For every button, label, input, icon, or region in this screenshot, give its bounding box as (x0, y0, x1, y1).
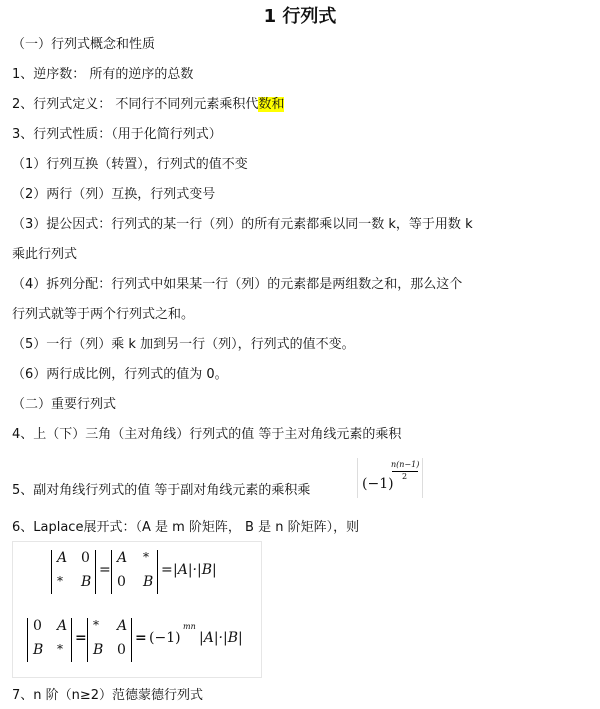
matrix-cell: 0 (117, 574, 126, 590)
property-item-3: （3）提公因式：行列式的某一行（列）的所有元素都乘以同一数 k，等于用数 k (12, 217, 473, 232)
text-line-vandermonde: 7、n 阶（n≥2）范德蒙德行列式 (12, 688, 204, 703)
determinant-product: |A|·|B| (173, 562, 217, 578)
text-line-inversion-number: 1、逆序数： 所有的逆序的总数 (12, 67, 194, 82)
text-line-laplace: 6、Laplace展开式：（A 是 m 阶矩阵， B 是 n 阶矩阵），则 (12, 520, 360, 535)
sign-exp-denominator: 2 (402, 472, 408, 481)
equals-sign: = (161, 562, 173, 578)
equals-sign: = (135, 630, 147, 646)
definition-text: 2、行列式定义： 不同行不同列元素乘积代 (12, 97, 259, 112)
matrix-cell: A (57, 550, 68, 566)
sign-formula (357, 458, 423, 498)
laplace-row-1 (13, 542, 261, 608)
section-heading-important: （二）重要行列式 (12, 397, 117, 412)
matrix-cell: * (93, 618, 99, 632)
property-item-5: （5）一行（列）乘 k 加到另一行（列），行列式的值不变。 (12, 337, 355, 352)
laplace-row-2 (13, 610, 261, 676)
matrix-cell: * (57, 574, 63, 588)
matrix-cell: B (33, 642, 44, 658)
matrix-cell: 0 (81, 550, 90, 566)
page-title: 1 行列式 (263, 6, 337, 27)
matrix-cell: * (143, 550, 149, 564)
property-item-4: （4）拆列分配：行列式中如果某一行（列）的元素都是两组数之和，那么这个 (12, 277, 463, 292)
property-item-6: （6）两行成比例，行列式的值为 0。 (12, 367, 228, 382)
property-item-1: （1）行列互换（转置），行列式的值不变 (12, 157, 248, 172)
equals-sign: = (99, 562, 111, 578)
matrix-cell: A (117, 618, 128, 634)
sign-base: (−1) (362, 476, 394, 492)
matrix-cell: 0 (117, 642, 126, 658)
laplace-formula-box (12, 541, 262, 678)
property-item-3-continued: 乘此行列式 (12, 247, 78, 262)
matrix-cell: A (117, 550, 128, 566)
highlighted-text: 数和 (258, 97, 285, 112)
matrix-cell: B (81, 574, 92, 590)
sign-exponent: mn (183, 622, 196, 631)
matrix-cell: B (93, 642, 104, 658)
section-heading-concepts: （一）行列式概念和性质 (12, 37, 156, 52)
sign-base: (−1) (149, 630, 181, 646)
sign-exp-numerator: n(n−1) (391, 460, 420, 469)
determinant-product: |A|·|B| (199, 630, 243, 646)
text-line-anti-diagonal: 5、副对角线行列式的值 等于副对角线元素的乘积乘 (12, 483, 311, 498)
property-item-2: （2）两行（列）互换，行列式变号 (12, 187, 216, 202)
matrix-cell: * (57, 642, 63, 656)
matrix-cell: A (57, 618, 68, 634)
text-line-properties: 3、行列式性质：（用于化简行列式） (12, 127, 222, 142)
property-item-4-continued: 行列式就等于两个行列式之和。 (12, 307, 195, 322)
matrix-cell: 0 (33, 618, 42, 634)
text-line-triangular: 4、上（下）三角（主对角线）行列式的值 等于主对角线元素的乘积 (12, 427, 402, 442)
equals-sign: = (75, 630, 87, 646)
text-line-definition (12, 97, 284, 113)
matrix-cell: B (143, 574, 154, 590)
